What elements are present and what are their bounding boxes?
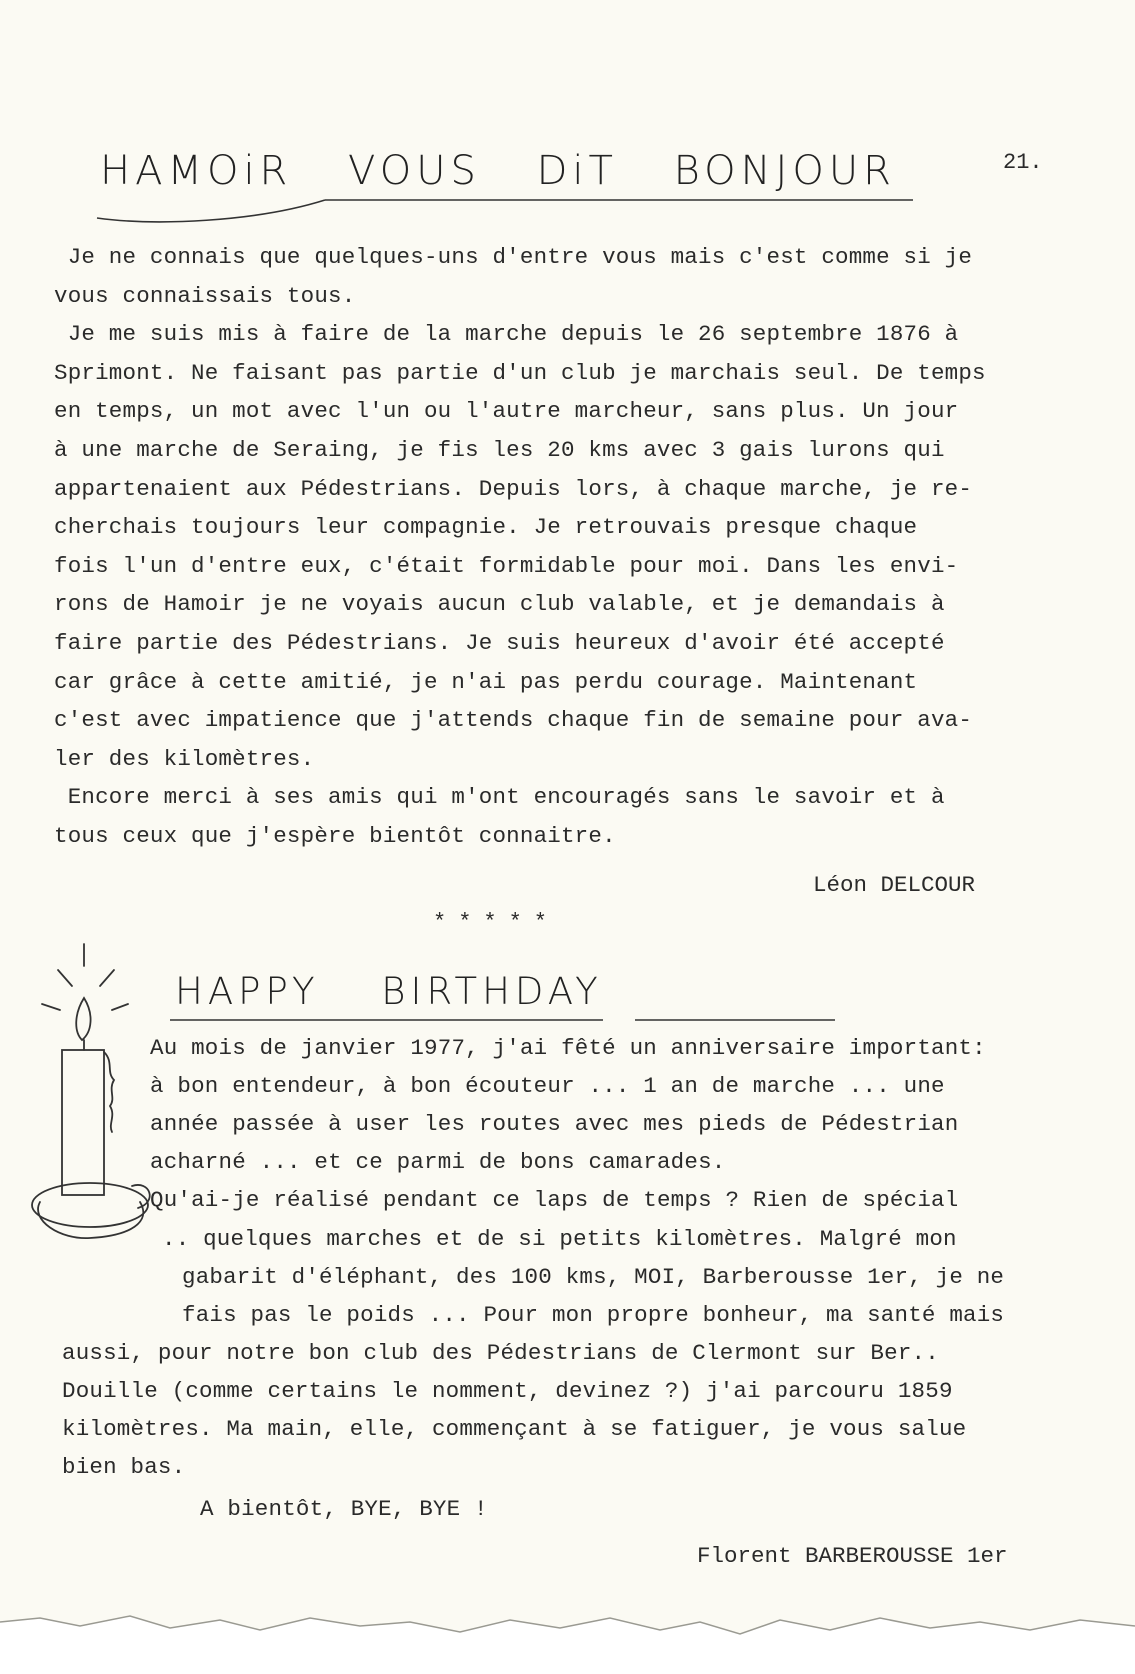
article2-line: fais pas le poids ... Pour mon propre bonheur, ma santé mais — [182, 1302, 1005, 1328]
article2-line: .. quelques marches et de si petits kilomètres. Malgré mon — [162, 1226, 957, 1252]
article2-line: acharné ... et ce parmi de bons camarades. — [150, 1149, 726, 1175]
article1-line: Je me suis mis à faire de la marche depuis le 26 septembre 1876 à — [54, 321, 959, 348]
article1-line: appartenaient aux Pédestrians. Depuis lors, à chaque marche, je re- — [54, 475, 973, 502]
article1-line: Sprimont. Ne faisant pas partie d'un club je marchais seul. De temps — [54, 359, 986, 386]
article2-line: kilomètres. Ma main, elle, commençant à se fatiguer, je vous salue — [62, 1416, 967, 1442]
title-underline-flourish — [95, 196, 915, 226]
article1-line: tous ceux que j'espère bientôt connaitre. — [54, 823, 616, 849]
article1-line: rons de Hamoir je ne voyais aucun club valable, et je demandais à — [54, 591, 945, 618]
article2-line: gabarit d'éléphant, des 100 kms, MOI, Barberousse 1er, je ne — [182, 1264, 1005, 1290]
article1-line: à une marche de Seraing, je fis les 20 kms avec 3 gais lurons qui — [54, 437, 945, 463]
article2-title: HAPPY BIRTHDAY — [175, 970, 603, 1013]
article1-line: Je ne connais que quelques-uns d'entre vous mais c'est comme si je — [54, 244, 973, 270]
article2-line: à bon entendeur, à bon écouteur ... 1 an de marche ... une — [150, 1073, 945, 1099]
article2-line: aussi, pour notre bon club des Pédestrians de Clermont sur Ber.. — [62, 1340, 939, 1366]
article1-line: en temps, un mot avec l'un ou l'autre marcheur, sans plus. Un jour — [54, 398, 959, 425]
article2-line: A bientôt, BYE, BYE ! — [200, 1496, 488, 1522]
torn-page-edge — [0, 1600, 1135, 1674]
article1-line: ler des kilomètres. — [54, 745, 315, 772]
article1-line: c'est avec impatience que j'attends chaque fin de semaine pour ava- — [54, 707, 973, 734]
article1-signature: Léon DELCOUR — [813, 872, 976, 898]
article2-line: année passée à user les routes avec mes pieds de Pédestrian — [150, 1111, 959, 1137]
article1-line: fois l'un d'entre eux, c'était formidable pour moi. Dans les envi- — [54, 552, 959, 579]
article1-line: Encore merci à ses amis qui m'ont encouragés sans le savoir et à — [54, 784, 945, 811]
page-number: 21. — [1003, 150, 1043, 175]
title-underline — [170, 1018, 840, 1024]
section-separator: ***** — [433, 910, 560, 935]
article2-signature: Florent BARBEROUSSE 1er — [697, 1543, 1008, 1569]
candle-icon — [20, 940, 170, 1270]
article2-line: bien bas. — [62, 1454, 186, 1480]
article1-line: cherchais toujours leur compagnie. Je retrouvais presque chaque — [54, 514, 918, 541]
article1-line: car grâce à cette amitié, je n'ai pas perdu courage. Maintenant — [54, 668, 918, 695]
article2-line: Douille (comme certains le nomment, devinez ?) j'ai parcouru 1859 — [62, 1378, 953, 1404]
article2-line: Qu'ai-je réalisé pendant ce laps de temps ? Rien de spécial — [150, 1187, 959, 1213]
article1-line: vous connaissais tous. — [54, 282, 356, 309]
article1-title: HAMOiR VOUS DiT BONJOUR — [100, 148, 896, 194]
article2-line: Au mois de janvier 1977, j'ai fêté un anniversaire important: — [150, 1035, 986, 1061]
article1-line: faire partie des Pédestrians. Je suis heureux d'avoir été accepté — [54, 630, 945, 656]
